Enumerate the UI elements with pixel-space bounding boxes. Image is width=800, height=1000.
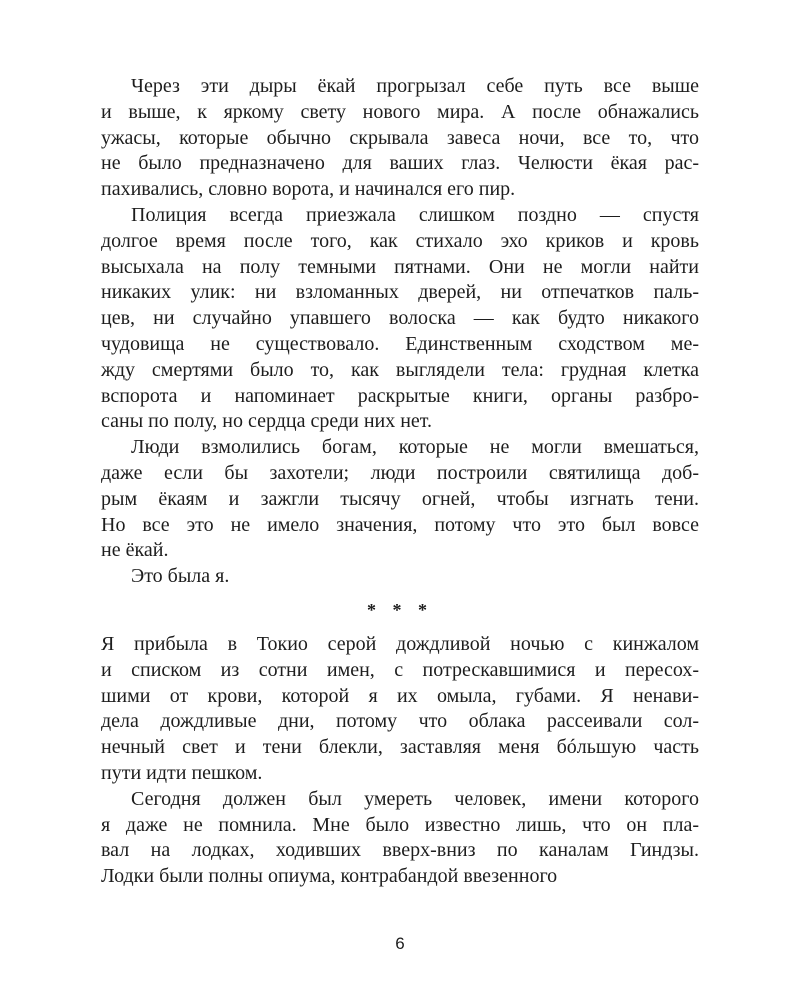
paragraph xyxy=(101,632,699,787)
text-line: Я прибыла в Токио серой дождливой ночью с кинжалом xyxy=(101,633,699,655)
text-line: я даже не помнила. Мне было известно лишь, что он пла- xyxy=(101,813,699,836)
text-line: Но все это не имело значения, потому что это был вовсе xyxy=(101,513,699,536)
text-line: ужасы, которые обычно скрывала завеса ночи, все то, что xyxy=(101,126,699,149)
text-line: пахивались, словно ворота, и начинался его пир. xyxy=(101,178,516,201)
text-line: долгое время после того, как стихало эхо криков и кровь xyxy=(101,229,699,252)
text-line: и списком из сотни имен, с потрескавшимися и пересох- xyxy=(101,658,699,681)
text-line: даже если бы захотели; люди построили святилища доб- xyxy=(101,461,699,484)
text-section-1 xyxy=(101,74,699,590)
text-line: пути идти пешком. xyxy=(101,761,263,784)
text-line: цев, ни случайно упавшего волоска — как будто никакого xyxy=(101,307,699,330)
text-line: саны по полу, но сердца среди них нет. xyxy=(101,410,433,433)
text-line: жду смертями было то, как выглядели тела: грудная клетка xyxy=(101,358,699,381)
text-section-2 xyxy=(101,632,699,890)
text-line: Это была я. xyxy=(131,565,230,588)
text-line: чудовища не существовало. Единственным сходством ме- xyxy=(101,332,699,355)
text-line: высыхала на полу темными пятнами. Они не могли найти xyxy=(101,255,699,278)
paragraph xyxy=(101,787,699,890)
text-line: рым ёкаям и зажгли тысячу огней, чтобы изгнать тени. xyxy=(101,487,699,510)
text-line: дела дождливые дни, потому что облака рассеивали сол- xyxy=(101,710,699,733)
text-line: нечный свет и тени блекли, заставляя меня бóльшую часть xyxy=(101,736,699,759)
text-line: Лодки были полны опиума, контрабандой ввезенного xyxy=(101,865,558,888)
paragraph xyxy=(101,564,699,590)
text-line: вал на лодках, ходивших вверх-вниз по каналам Гиндзы. xyxy=(101,839,699,862)
text-line: Через эти дыры ёкай прогрызал себе путь все выше xyxy=(131,75,699,97)
paragraph xyxy=(101,435,699,564)
text-line: вспорота и напоминает раскрытые книги, органы разбро- xyxy=(101,384,699,407)
text-line: не ёкай. xyxy=(101,539,169,562)
text-line: шими от крови, которой я их омыла, губами. Я ненави- xyxy=(101,684,699,707)
page-number: 6 xyxy=(395,934,405,953)
text-line: не было предназначено для ваших глаз. Челюсти ёкая рас- xyxy=(101,152,699,175)
paragraph xyxy=(101,203,699,435)
text-line: Полиция всегда приезжала слишком поздно — спустя xyxy=(131,203,699,226)
paragraph xyxy=(101,74,699,203)
text-line: и выше, к яркому свету нового мира. А после обнажались xyxy=(101,100,699,123)
text-line: никаких улик: ни взломанных дверей, ни отпечатков паль- xyxy=(101,281,699,304)
text-line: Сегодня должен был умереть человек, имени которого xyxy=(131,787,699,810)
section-separator: * * * xyxy=(367,600,433,620)
text-line: Люди взмолились богам, которые не могли вмешаться, xyxy=(131,436,699,459)
